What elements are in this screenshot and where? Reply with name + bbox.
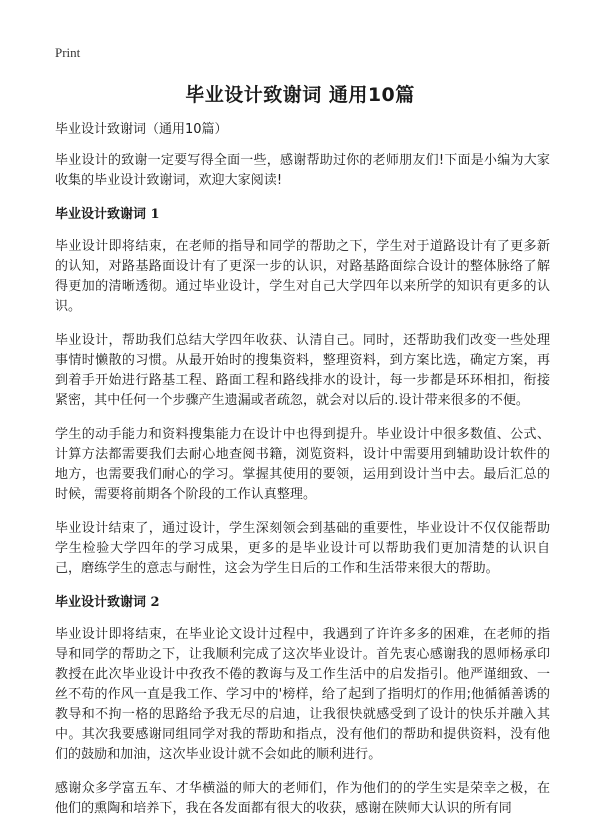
section-2-paragraph-1: 毕业设计即将结束，在毕业论文设计过程中，我遇到了许许多多的困难，在老师的指导和同学的帮助之下，让我顺利完成了这次毕业设计。首先衷心感谢我的恩师杨承印教授在此次毕业设计中孜孜不倦的教诲与及工作生活中的启发指引。他严谨细致、一丝不苟的作风一直是我工作、学习中的'榜样，给了起到了指明灯的作用;他循循善诱的教导和不拘一格的思路给予我无尽的启迪，让我很快就感受到了设计的快乐并融入其中。其次我要感谢同组同学对我的帮助和指点，没有他们的帮助和提供资料，没有他们的鼓励和加油，这次毕业设计就不会如此的顺利进行。 (55, 627, 550, 762)
section-2-paragraph-2: 感谢众多学富五车、才华横溢的师大的老师们，作为他们的的学生实是荣幸之极，在他们的熏陶和培养下，我在各发面都有很大的收获，感谢在陕师大认识的所有同 (55, 781, 550, 816)
section-heading-2: 毕业设计致谢词 2 (55, 595, 160, 610)
page-title: 毕业设计致谢词 通用10篇 (185, 84, 415, 106)
document-body (55, 120, 550, 828)
section-1-paragraph-2: 毕业设计，帮助我们总结大学四年收获、认清自己。同时，还帮助我们改变一些处理事情时懒散的习惯。从最开始时的搜集资料，整理资料，到方案比选，确定方案，再到着手开始进行路基工程、路面工程和路线排水的设计，每一步都是环环相扣，衔接紧密，其中任何一个步骤产生遗漏或者疏忽，就会对以后的.设计带来很多的不便。 (55, 333, 550, 408)
section-heading-1: 毕业设计致谢词 1 (55, 207, 160, 222)
section-1-paragraph-3: 学生的动手能力和资料搜集能力在设计中也得到提升。毕业设计中很多数值、公式、计算方法都需要我们去耐心地查阅书籍，浏览资料，设计中需要用到辅助设计软件的地方，也需要我们耐心的学习。掌握其使用的要领，运用到设计当中去。最后汇总的时候，需要将前期各个阶段的工作认真整理。 (55, 427, 550, 502)
section-1-paragraph-1: 毕业设计即将结束，在老师的指导和同学的帮助之下，学生对于道路设计有了更多新的认知，对路基路面设计有了更深一步的认识，对路基路面综合设计的整体脉络了解得更加的清晰透彻。通过毕业设计，学生对自己大学四年以来所学的知识有更多的认识。 (55, 239, 550, 314)
print-link[interactable]: Print (55, 45, 81, 60)
intro-paragraph: 毕业设计的致谢一定要写得全面一些，感谢帮助过你的老师朋友们!下面是小编为大家收集的毕业设计致谢词，欢迎大家阅读! (55, 153, 550, 188)
section-1-paragraph-4: 毕业设计结束了，通过设计，学生深刻领会到基础的重要性，毕业设计不仅仅能帮助学生检验大学四年的学习成果，更多的是毕业设计可以帮助我们更加清楚的认识自己，磨练学生的意志与耐性，这会为学生日后的工作和生活带来很大的帮助。 (55, 521, 550, 576)
document-subtitle: 毕业设计致谢词（通用10篇） (55, 122, 228, 137)
